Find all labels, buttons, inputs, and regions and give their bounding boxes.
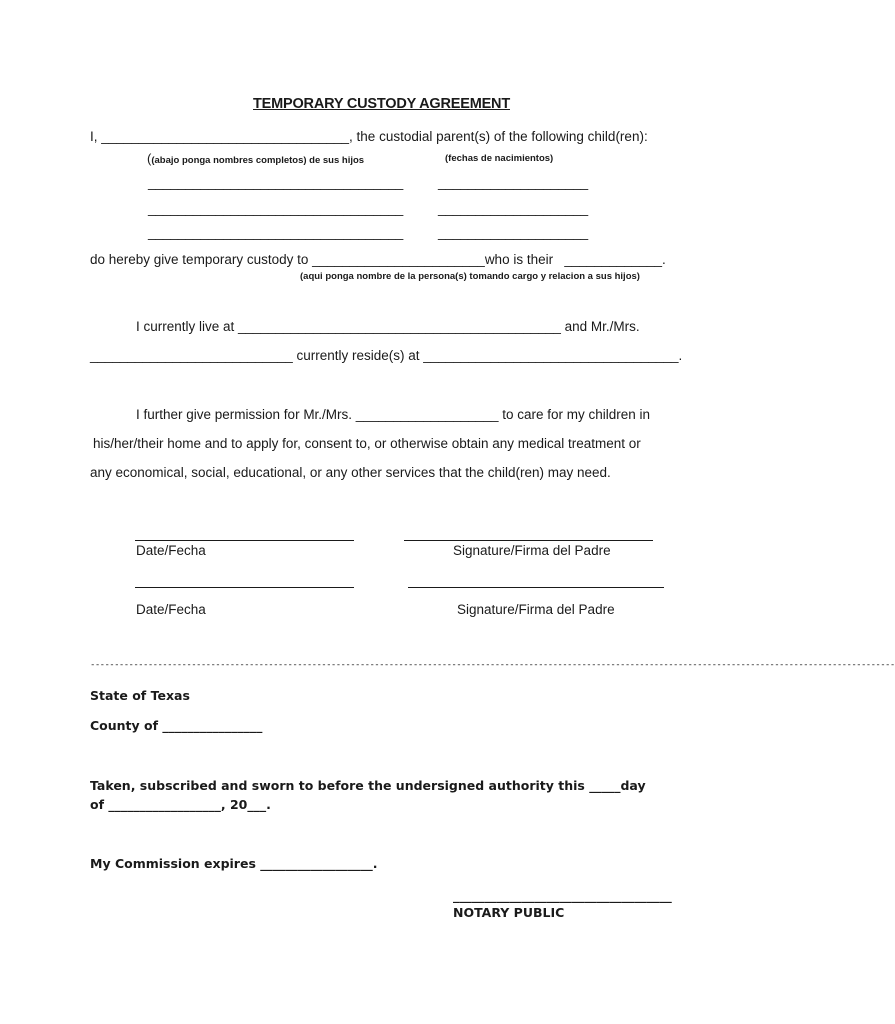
permission-line-2: his/her/their home and to apply for, consent to, or otherwise obtain any medical treatment or <box>93 436 641 451</box>
relationship-blank[interactable]: _____________ <box>564 252 662 267</box>
sworn-line-1: Taken, subscribed and sworn to before the undersigned authority this _____day <box>90 778 646 793</box>
birth-dates-note: (fechas de nacimientos) <box>445 153 554 164</box>
sworn-line-2: of __________________, 20___. <box>90 797 271 812</box>
child-name-line-2[interactable]: __________________________________ <box>148 201 404 216</box>
birth-date-line-1[interactable]: ____________________ <box>438 175 589 190</box>
who-text: who is their <box>484 252 557 267</box>
custody-text: do hereby give temporary custody to <box>90 252 313 267</box>
document-title: TEMPORARY CUSTODY AGREEMENT <box>253 96 510 112</box>
notary-signature-line[interactable]: ___________________________________ <box>453 888 672 903</box>
birth-date-line-3[interactable]: ____________________ <box>438 225 589 240</box>
signature-label-1: Signature/Firma del Padre <box>453 543 611 558</box>
date-label-2: Date/Fecha <box>136 602 206 617</box>
child-name-line-3[interactable]: __________________________________ <box>148 225 404 240</box>
child-names-note-text: (abajo ponga nombres completos) de sus hijos <box>151 155 365 166</box>
permission-line-1: I further give permission for Mr./Mrs. ___________________ to care for my children in <box>136 407 651 422</box>
residence-line-2: ___________________________ currently reside(s) at __________________________________. <box>90 348 683 363</box>
signature-line-2[interactable] <box>408 587 664 588</box>
signature-line-1[interactable] <box>404 540 653 541</box>
notary-public-label: NOTARY PUBLIC <box>453 905 565 920</box>
child-names-note <box>147 151 364 166</box>
county-label: County of ________________ <box>90 718 263 733</box>
date-label-1: Date/Fecha <box>136 543 206 558</box>
parent-name-blank[interactable]: _________________________________ <box>101 129 350 144</box>
intro-prefix: I, <box>90 129 102 144</box>
custodian-note: (aqui ponga nombre de la persona(s) tomando cargo y relacion a sus hijos) <box>300 271 640 282</box>
intro-suffix: , the custodial parent(s) of the following child(ren): <box>349 129 648 144</box>
date-line-1[interactable] <box>135 540 354 541</box>
date-line-2[interactable] <box>135 587 354 588</box>
note-paren: ( <box>147 151 152 166</box>
state-label: State of Texas <box>90 688 190 703</box>
residence-line-1: I currently live at ___________________________________________ and Mr./Mrs. <box>136 319 640 334</box>
section-separator: ----------------------------------------------------------------------------------------------------------------------------------------------------------------------- <box>90 660 895 670</box>
child-name-line-1[interactable]: __________________________________ <box>148 175 404 190</box>
commission-expires: My Commission expires __________________. <box>90 856 378 871</box>
signature-label-2: Signature/Firma del Padre <box>457 602 615 617</box>
intro-line <box>90 129 648 144</box>
birth-date-line-2[interactable]: ____________________ <box>438 201 589 216</box>
custody-line <box>90 252 666 267</box>
custodian-name-blank[interactable]: _______________________ <box>312 252 485 267</box>
permission-line-3: any economical, social, educational, or any other services that the child(ren) may need. <box>90 465 611 480</box>
custody-end: . <box>661 252 666 267</box>
